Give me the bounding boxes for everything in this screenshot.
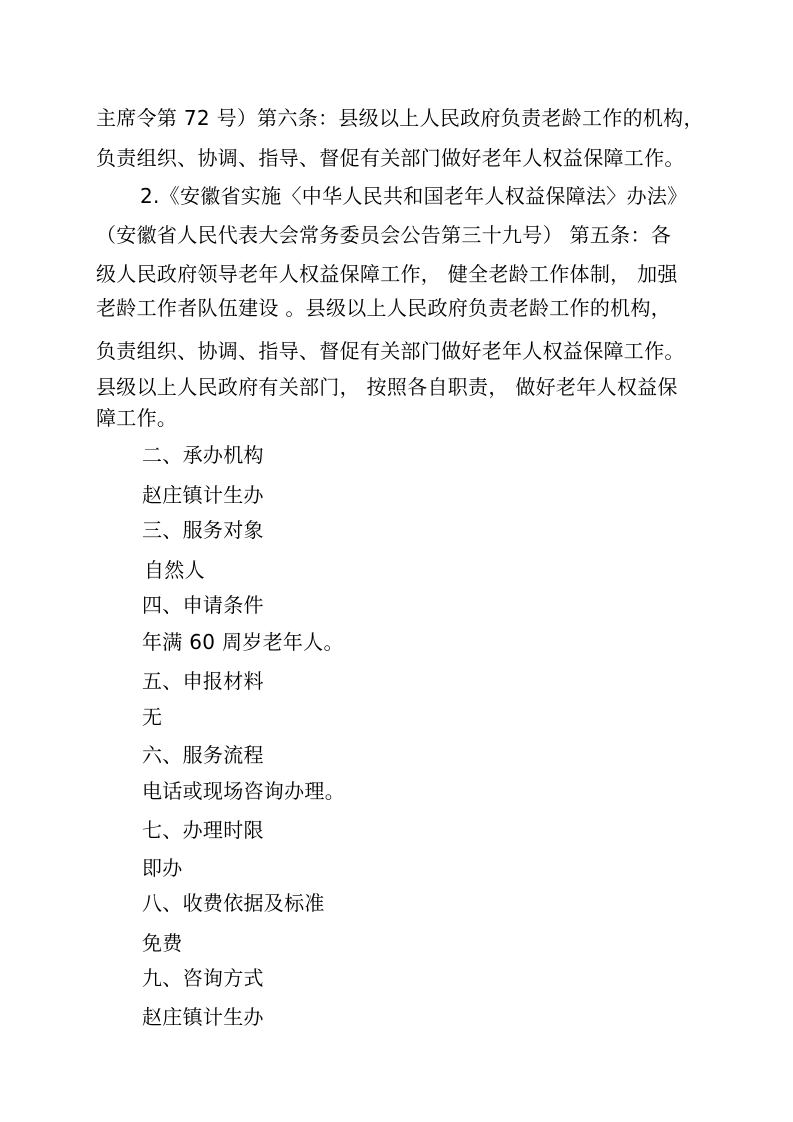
section-heading: 二、承办机构 [142,443,264,467]
paragraph-line: （安徽省人民代表大会常务委员会公告第三十九号） 第五条：各 [96,223,672,247]
section-heading: 五、申报材料 [142,669,264,693]
paragraph-line: 2.《安徽省实施〈中华人民共和国老年人权益保障法〉办法》 [140,184,688,208]
paragraph-line: 障工作。 [96,406,178,430]
section-content: 自然人 [144,558,205,582]
section-content: 年满 60 周岁老年人。 [142,630,344,654]
paragraph-line: 老龄工作者队伍建设 。县级以上人民政府负责老龄工作的机构， [96,296,672,320]
paragraph-line: 级人民政府领导老年人权益保障工作， 健全老龄工作体制， 加强 [96,262,678,286]
section-content: 即办 [142,856,183,880]
paragraph-line: 负责组织、协调、指导、督促有关部门做好老年人权益保障工作。 [96,146,685,170]
paragraph-line: 县级以上人民政府有关部门， 按照各自职责， 做好老年人权益保 [96,375,678,399]
section-heading: 七、办理时限 [142,818,264,842]
section-heading: 九、咨询方式 [142,966,264,990]
section-content: 免费 [142,931,183,955]
section-heading: 六、服务流程 [142,743,264,767]
section-content: 无 [142,705,163,729]
section-heading: 三、服务对象 [142,518,264,542]
section-content: 电话或现场咨询办理。 [142,779,345,803]
paragraph-line: 主席令第 72 号）第六条：县级以上人民政府负责老龄工作的机构， [96,106,704,130]
section-heading: 八、收费依据及标准 [142,891,325,915]
section-content: 赵庄镇计生办 [142,1005,264,1029]
section-content: 赵庄镇计生办 [142,483,264,507]
section-heading: 四、申请条件 [142,593,264,617]
paragraph-line: 负责组织、协调、指导、督促有关部门做好老年人权益保障工作。 [96,339,685,363]
